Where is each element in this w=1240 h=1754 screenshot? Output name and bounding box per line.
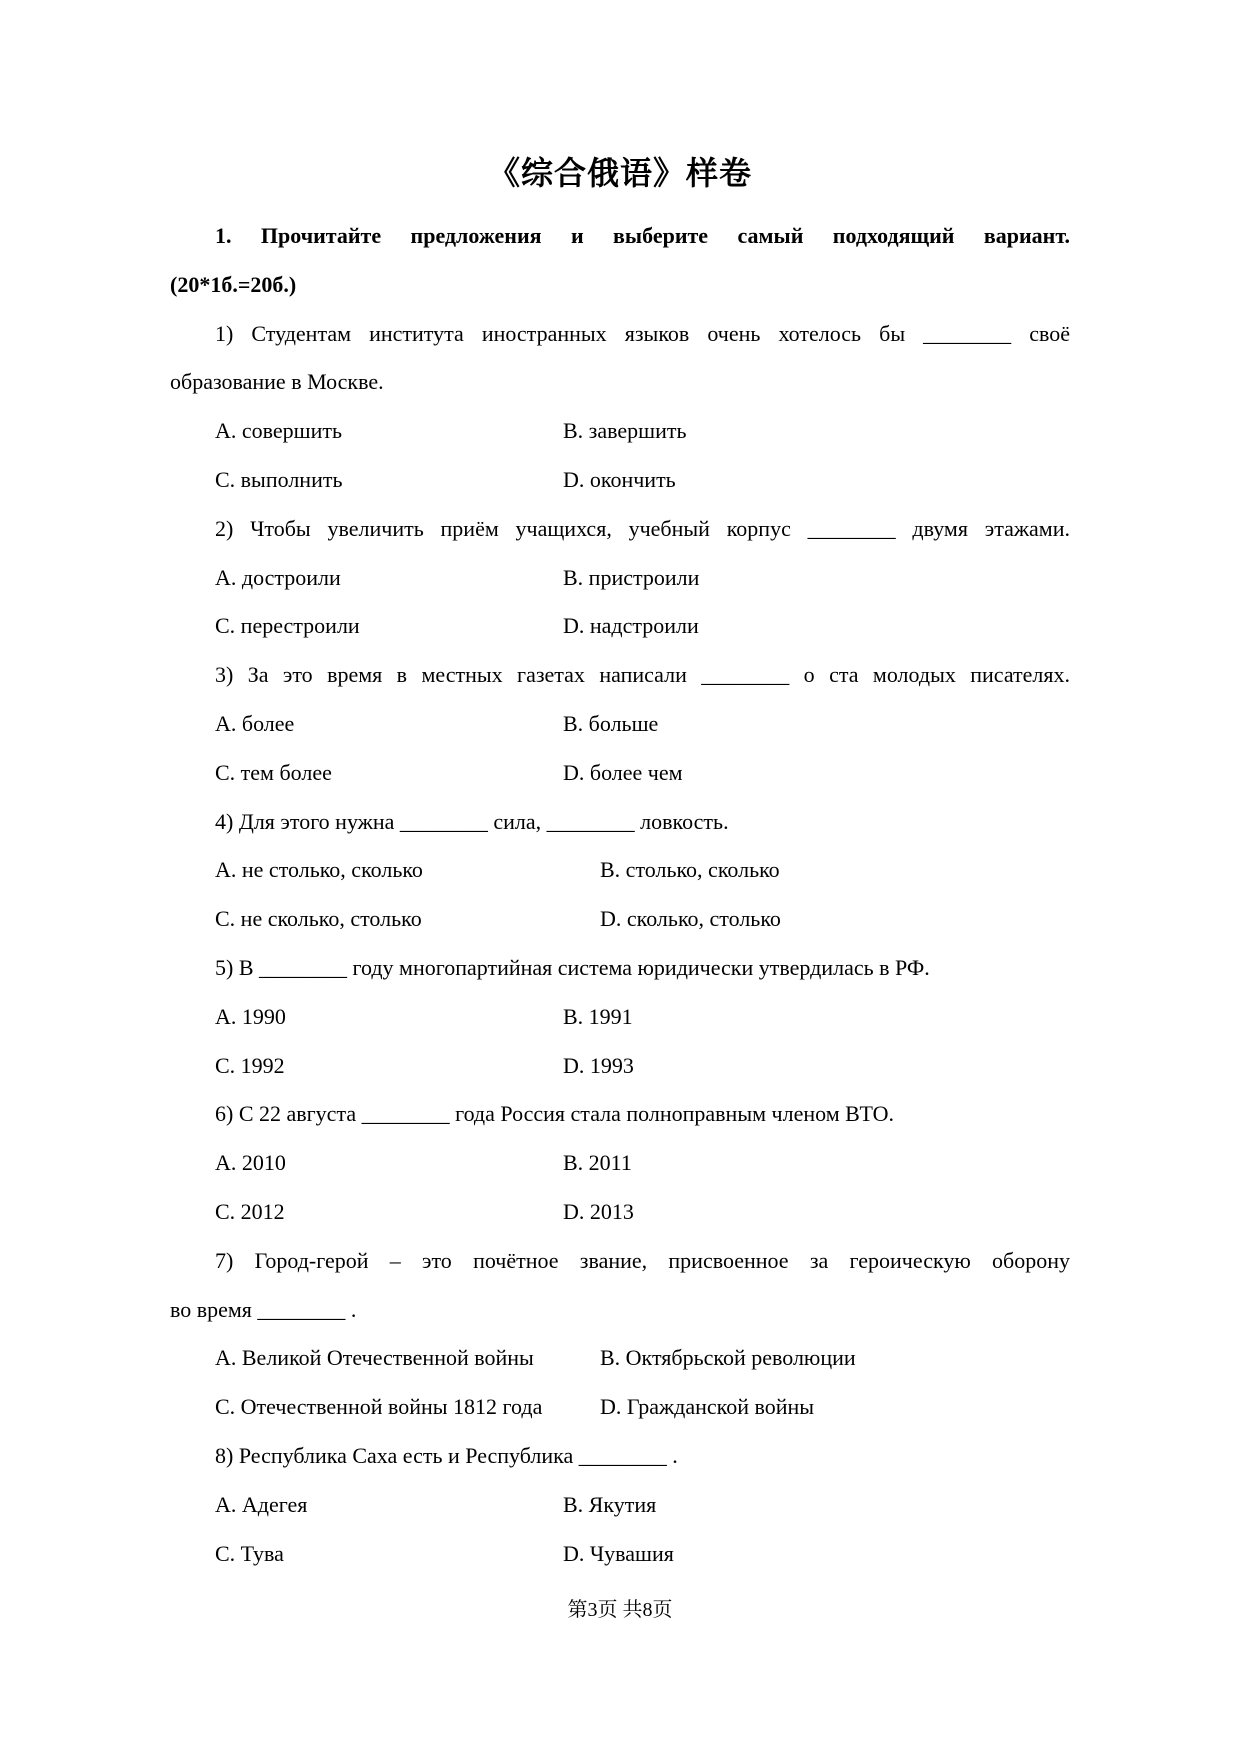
instruction-line-2: (20*1б.=20б.) xyxy=(170,271,297,297)
question-7-option-c: C. Отечественной войны 1812 года xyxy=(215,1394,543,1420)
question-8-text-line-1: 8) Республика Саха есть и Республика ________ . xyxy=(215,1442,678,1468)
question-1-options-row-2 xyxy=(170,456,1070,505)
question-4-text-line-1: 4) Для этого нужна ________ сила, ________ ловкость. xyxy=(215,808,729,834)
question-2 xyxy=(170,505,1070,651)
question-1-option-b: B. завершить xyxy=(563,418,687,444)
question-5-option-b: B. 1991 xyxy=(563,1003,633,1029)
question-1-option-d: D. окончить xyxy=(563,466,676,492)
question-7-options-row-1 xyxy=(170,1334,1070,1383)
question-4-option-c: C. не сколько, столько xyxy=(215,906,422,932)
question-2-text-line-1: 2) Чтобы увеличить приём учащихся, учебный корпус ________ двумя этажами. xyxy=(215,515,1070,541)
question-1-option-a: A. совершить xyxy=(215,418,343,444)
question-8-option-b: B. Якутия xyxy=(563,1491,657,1517)
question-6-option-b: B. 2011 xyxy=(563,1150,632,1176)
question-1-options-row-1 xyxy=(170,407,1070,456)
question-7-text-line-2: во время ________ . xyxy=(170,1296,357,1322)
question-5-text-line-1: 5) В ________ году многопартийная система юридически утвердилась в РФ. xyxy=(215,954,930,980)
question-2-options-row-2 xyxy=(170,602,1070,651)
question-6-text-line-1: 6) С 22 августа ________ года Россия стала полноправным членом ВТО. xyxy=(215,1101,895,1127)
question-7-option-d: D. Гражданской войны xyxy=(600,1394,815,1420)
question-6-options-row-1 xyxy=(170,1139,1070,1188)
question-4-options-row-1 xyxy=(170,846,1070,895)
question-7-text-line-1: 7) Город-герой – это почётное звание, присвоенное за героическую оборону xyxy=(215,1247,1070,1273)
question-7 xyxy=(170,1237,1070,1432)
question-7-option-b: B. Октябрьской революции xyxy=(600,1345,856,1371)
question-5-option-a: A. 1990 xyxy=(215,1003,286,1029)
page-footer: 第3页 共8页 xyxy=(567,1599,673,1621)
question-3-option-c: C. тем более xyxy=(215,759,332,785)
question-2-option-b: B. пристроили xyxy=(563,564,700,590)
question-3-option-b: B. больше xyxy=(563,710,659,736)
question-6-option-c: C. 2012 xyxy=(215,1198,285,1224)
question-3-text-line-1: 3) За это время в местных газетах написали ________ о ста молодых писателях. xyxy=(215,662,1070,688)
question-4-option-b: B. столько, сколько xyxy=(600,857,780,883)
question-5-options-row-1 xyxy=(170,993,1070,1042)
question-3-option-a: A. более xyxy=(215,710,295,736)
question-1-text-line-2: образование в Москве. xyxy=(170,369,384,395)
question-1-option-c: C. выполнить xyxy=(215,466,343,492)
question-4-option-a: A. не столько, сколько xyxy=(215,857,423,883)
question-3-options-row-1 xyxy=(170,700,1070,749)
question-8 xyxy=(170,1432,1070,1578)
instruction-line-1: 1. Прочитайте предложения и выберите самый подходящий вариант. xyxy=(215,223,1070,248)
question-7-options-row-2 xyxy=(170,1383,1070,1432)
question-3 xyxy=(170,651,1070,797)
question-1 xyxy=(170,310,1070,505)
question-5-options-row-2 xyxy=(170,1042,1070,1091)
question-7-option-a: A. Великой Отечественной войны xyxy=(215,1345,534,1371)
question-8-option-c: C. Тува xyxy=(215,1540,284,1566)
question-4-options-row-2 xyxy=(170,895,1070,944)
question-3-options-row-2 xyxy=(170,749,1070,798)
exam-body xyxy=(170,212,1070,1578)
page-title: 《综合俄语》样卷 xyxy=(487,155,752,191)
question-6-option-a: A. 2010 xyxy=(215,1150,286,1176)
question-2-option-d: D. надстроили xyxy=(563,613,699,639)
question-2-options-row-1 xyxy=(170,554,1070,603)
question-8-options-row-1 xyxy=(170,1481,1070,1530)
question-6-option-d: D. 2013 xyxy=(563,1198,634,1224)
question-1-text-line-1: 1) Студентам института иностранных языков очень хотелось бы ________ своё xyxy=(215,320,1070,346)
question-8-option-a: A. Адегея xyxy=(215,1491,308,1517)
question-2-option-c: C. перестроили xyxy=(215,613,360,639)
question-8-option-d: D. Чувашия xyxy=(563,1540,674,1566)
question-8-options-row-2 xyxy=(170,1530,1070,1579)
question-4-option-d: D. сколько, столько xyxy=(600,906,781,932)
question-6 xyxy=(170,1090,1070,1236)
question-5-option-d: D. 1993 xyxy=(563,1052,634,1078)
question-2-option-a: A. достроили xyxy=(215,564,341,590)
question-4 xyxy=(170,798,1070,944)
question-5 xyxy=(170,944,1070,1090)
question-3-option-d: D. более чем xyxy=(563,759,683,785)
question-5-option-c: C. 1992 xyxy=(215,1052,285,1078)
question-6-options-row-2 xyxy=(170,1188,1070,1237)
